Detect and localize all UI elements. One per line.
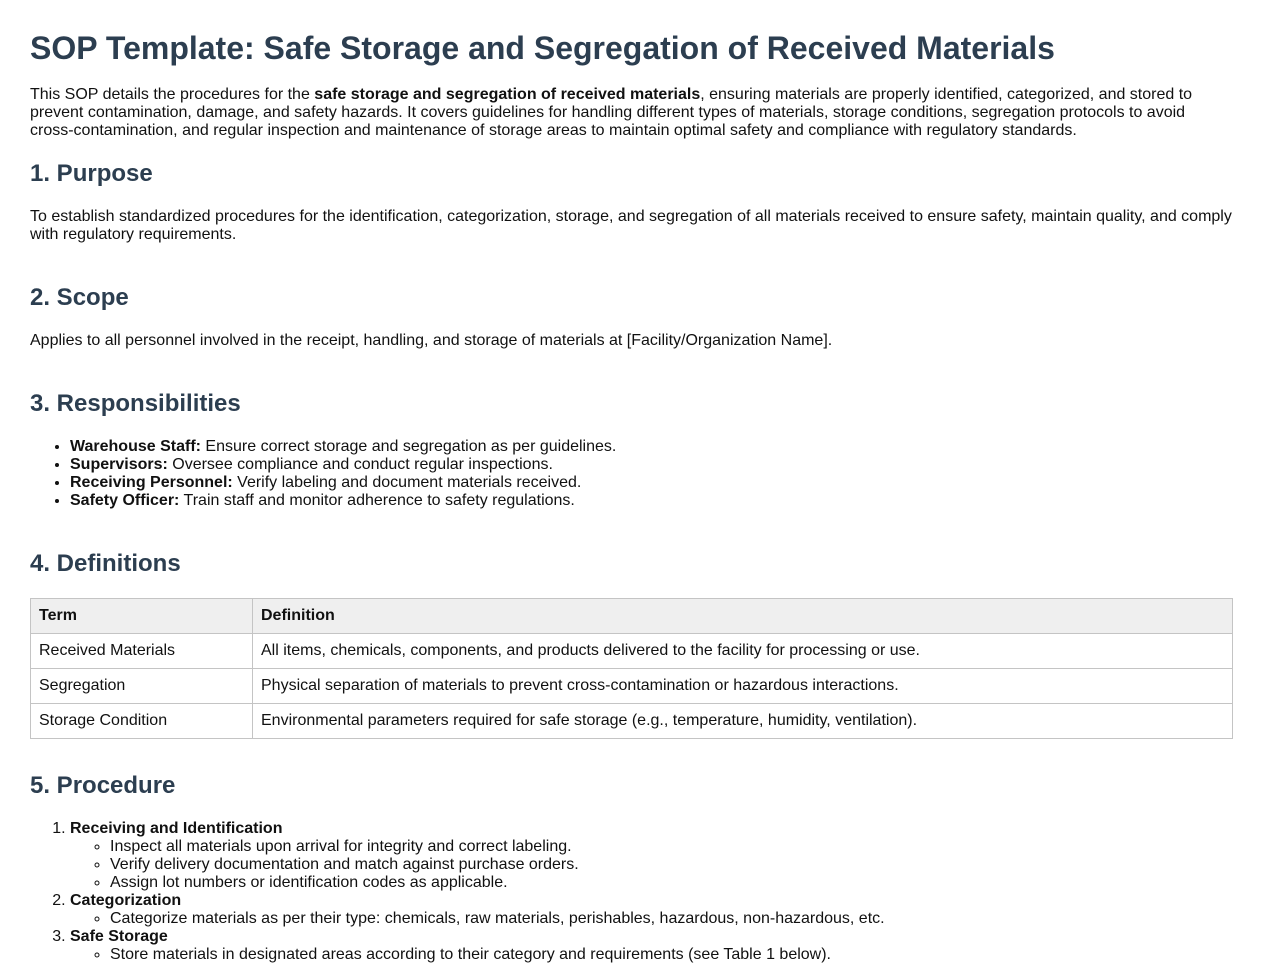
procedure-substep: ◦ Assign lot numbers or identification codes as applicable.: [110, 874, 1233, 892]
responsibility-item: [70, 474, 1233, 492]
scope-text: Applies to all personnel involved in the receipt, handling, and storage of materials at [Facility/Organization Name].: [30, 332, 833, 349]
responsibility-item: [70, 438, 1233, 456]
responsibility-item: [70, 492, 1233, 510]
intro-text-start: This SOP details the procedures for the: [30, 86, 315, 103]
responsibility-text: Ensure correct storage and segregation as per guidelines.: [200, 438, 617, 455]
definition-cell: Environmental parameters required for safe storage (e.g., temperature, humidity, ventilation).: [253, 704, 1233, 739]
intro-emphasis: safe storage and segregation of received materials: [314, 86, 701, 103]
intro-text-end: , ensuring materials are properly identified, categorized, and stored to prevent contamination, damage, and safety hazards. It covers guidelines for handling different types of materials, storage conditions, segregation protocols to avoid cross-contamination, and regular inspection and maintenance of storage areas to maintain optimal safety and compliance with regulatory standards.: [30, 86, 1193, 139]
definitions-heading: 4. Definitions: [30, 550, 181, 577]
responsibilities-list: [30, 438, 1233, 510]
procedure-step-title: Safe Storage: [70, 928, 168, 945]
page-title: SOP Template: Safe Storage and Segregation of Received Materials: [30, 30, 1055, 66]
procedure-step: [70, 820, 1233, 892]
responsibility-item: [70, 456, 1233, 474]
definition-cell: Physical separation of materials to prevent cross-contamination or hazardous interactions.: [253, 669, 1233, 704]
procedure-substep: ◦ Store materials in designated areas according to their category and requirements (see Table 1 below).: [110, 946, 1233, 964]
definition-cell: All items, chemicals, components, and products delivered to the facility for processing or use.: [253, 634, 1233, 669]
column-header-definition: Definition: [253, 599, 1233, 634]
procedure-substep: ◦ Verify delivery documentation and match against purchase orders.: [110, 856, 1233, 874]
procedure-substeps: [70, 946, 1233, 964]
table-row: [31, 669, 1233, 704]
column-header-term: Term: [31, 599, 253, 634]
table-header-row: [31, 599, 1233, 634]
table-row: [31, 634, 1233, 669]
procedure-step: [70, 892, 1233, 928]
responsibility-text: Verify labeling and document materials received.: [232, 474, 582, 491]
responsibility-role: Receiving Personnel:: [70, 474, 233, 491]
responsibility-role: Safety Officer:: [70, 492, 180, 509]
procedure-substeps: [70, 910, 1233, 928]
term-cell: Storage Condition: [31, 704, 253, 739]
procedure-steps-list: [30, 820, 1233, 964]
responsibility-text: Oversee compliance and conduct regular inspections.: [167, 456, 553, 473]
procedure-step-title: Categorization: [70, 892, 182, 909]
responsibility-role: Supervisors:: [70, 456, 168, 473]
term-cell: Segregation: [31, 669, 253, 704]
procedure-substep: ◦ Categorize materials as per their type: chemicals, raw materials, perishables, hazardous, non-hazardous, etc.: [110, 910, 1233, 928]
procedure-heading: 5. Procedure: [30, 772, 176, 799]
purpose-text: To establish standardized procedures for the identification, categorization, storage, and segregation of all materials received to ensure safety, maintain quality, and comply with regulatory requirements.: [30, 208, 1232, 243]
responsibility-text: Train staff and monitor adherence to safety regulations.: [179, 492, 575, 509]
term-cell: Received Materials: [31, 634, 253, 669]
procedure-substep: ◦ Inspect all materials upon arrival for integrity and correct labeling.: [110, 838, 1233, 856]
purpose-heading: 1. Purpose: [30, 160, 153, 187]
definitions-table: [30, 598, 1233, 739]
procedure-step-title: Receiving and Identification: [70, 820, 283, 837]
scope-heading: 2. Scope: [30, 284, 129, 311]
intro-paragraph: [30, 86, 1233, 140]
responsibilities-heading: 3. Responsibilities: [30, 390, 241, 417]
table-row: [31, 704, 1233, 739]
procedure-step: [70, 928, 1233, 964]
responsibility-role: Warehouse Staff:: [70, 438, 201, 455]
procedure-substeps: [70, 838, 1233, 892]
